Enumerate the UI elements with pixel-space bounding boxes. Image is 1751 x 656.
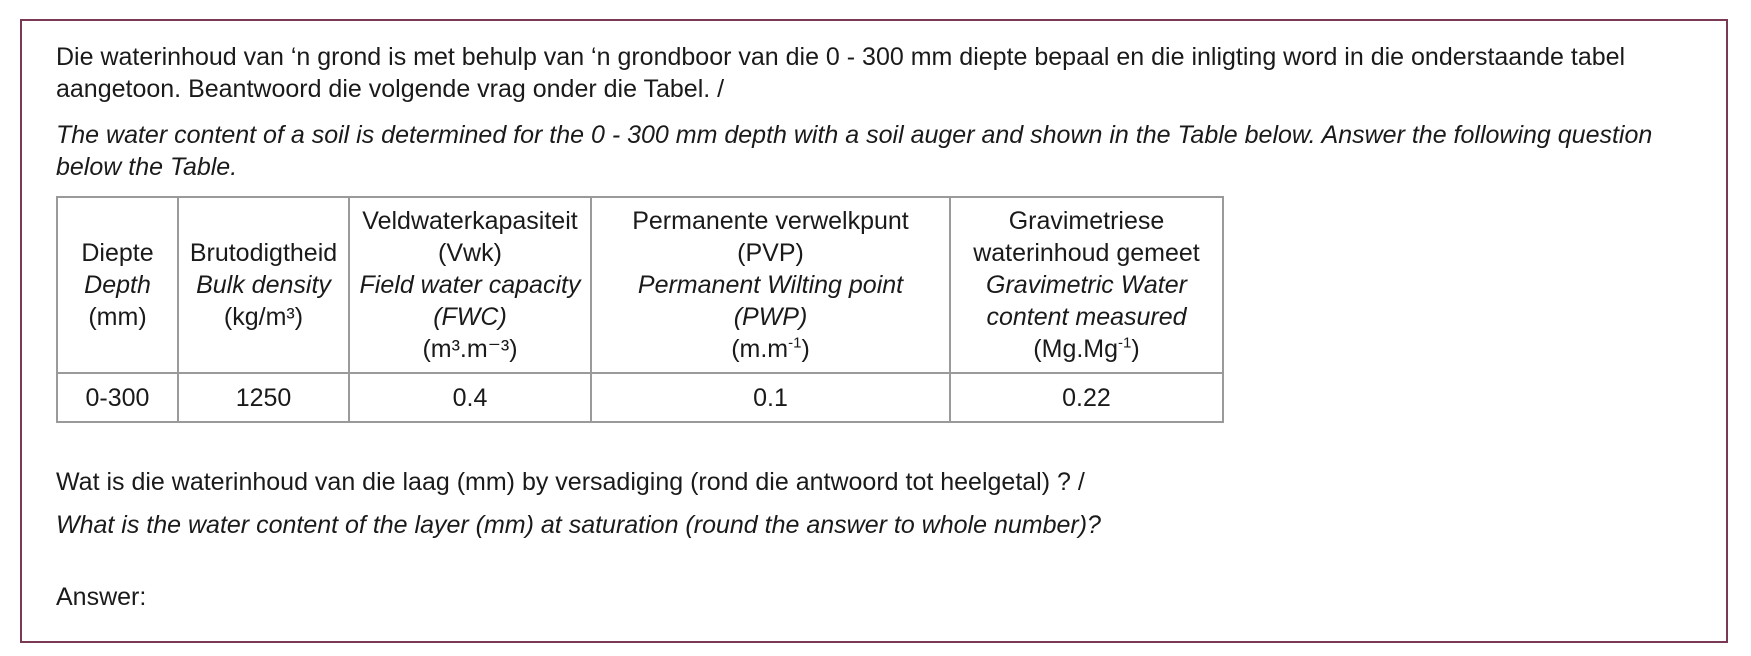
header-line: Brutodigtheid bbox=[189, 239, 338, 267]
table-row bbox=[57, 373, 1223, 422]
header-line: Gravimetriese bbox=[1008, 207, 1165, 235]
header-permanent-wilting-point bbox=[591, 197, 950, 373]
cell-field-water-capacity: 0.4 bbox=[349, 373, 591, 422]
header-line: $(Mg.Mg^{-1})$ bbox=[1033, 334, 1140, 363]
cell-bulk-density: 1250 bbox=[178, 373, 349, 422]
header-line: (mm) bbox=[88, 303, 147, 331]
header-line: waterinhoud gemeet bbox=[973, 239, 1200, 267]
header-line: Depth bbox=[84, 271, 151, 299]
header-line: content measured bbox=[986, 303, 1187, 331]
header-line: Field water capacity bbox=[359, 271, 581, 299]
header-line: (PVP) bbox=[737, 239, 804, 267]
header-depth bbox=[57, 197, 178, 373]
header-field-water-capacity bbox=[349, 197, 591, 373]
header-bulk-density bbox=[178, 197, 349, 373]
header-line: (m³.m⁻³) bbox=[422, 335, 518, 363]
question-afrikaans: Wat is die waterinhoud van die laag (mm) by versadiging (rond die antwoord tot heelgetal) ? / bbox=[56, 468, 1085, 496]
header-line: (kg/m³) bbox=[223, 303, 304, 331]
header-line: Permanente verwelkpunt bbox=[632, 207, 909, 235]
table-header-row bbox=[57, 197, 1223, 373]
cell-permanent-wilting-point: 0.1 bbox=[591, 373, 950, 422]
soil-data-table bbox=[56, 196, 1224, 423]
header-line: Gravimetric Water bbox=[986, 271, 1187, 299]
header-line: Veldwaterkapasiteit bbox=[362, 207, 578, 235]
answer-label: Answer: bbox=[56, 583, 147, 611]
header-line: (Vwk) bbox=[438, 239, 502, 267]
header-line: $(m.m^{-1})$ bbox=[731, 334, 810, 363]
header-line: (FWC) bbox=[433, 303, 507, 331]
intro-english: The water content of a soil is determined for the 0 - 300 mm depth with a soil auger and shown in the Table below. Answer the following question below the Table. bbox=[56, 121, 1653, 181]
header-line: Bulk density bbox=[196, 271, 331, 299]
question-english: What is the water content of the layer (mm) at saturation (round the answer to whole number)? bbox=[56, 511, 1101, 539]
header-line: Permanent Wilting point bbox=[637, 271, 904, 299]
header-gravimetric-water-content bbox=[950, 197, 1223, 373]
intro-afrikaans: Die waterinhoud van ‘n grond is met behulp van ‘n grondboor van die 0 - 300 mm diepte bepaal en die inligting word in die onderstaande tabel aangetoon. Beantwoord die volgende vrag onder die Tabel. / bbox=[56, 43, 1626, 103]
cell-gravimetric-water-content: 0.22 bbox=[950, 373, 1223, 422]
header-line: (PWP) bbox=[733, 303, 808, 331]
header-line: Diepte bbox=[81, 239, 154, 267]
cell-depth: 0-300 bbox=[57, 373, 178, 422]
